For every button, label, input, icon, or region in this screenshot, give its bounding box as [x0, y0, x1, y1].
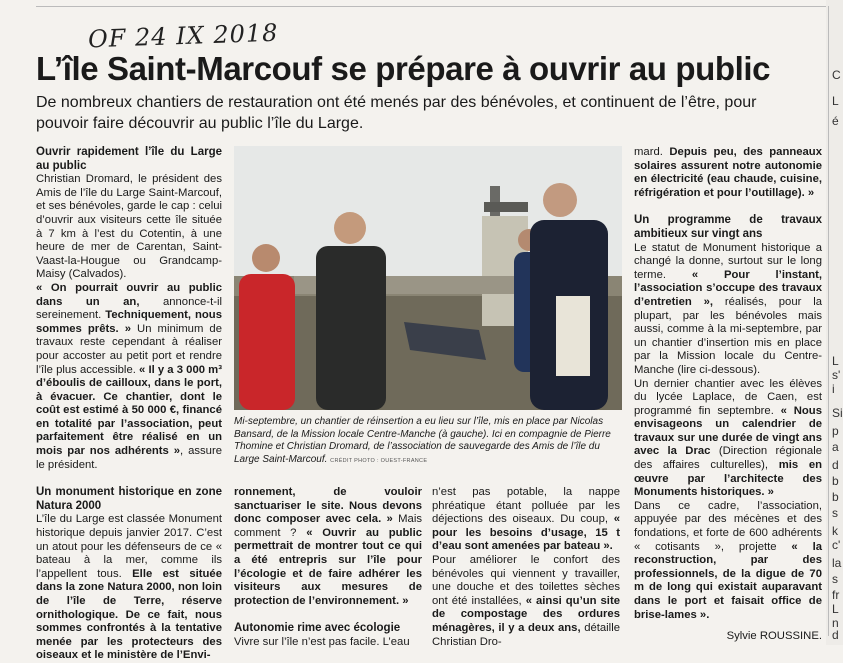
author-signature: Sylvie ROUSSINE.	[726, 630, 822, 643]
quote: Techniquement, nous sommes prêts. »	[36, 309, 222, 335]
edge-fragment: la	[832, 556, 842, 570]
text: (Direction régionale des affaires culturelles),	[634, 445, 823, 472]
quote: mis en œuvre par l’architecte des Monuments historiques. »	[634, 459, 822, 499]
quote: « pour les besoins d’usage, 15 t d’eau sont amenées par bateau ».	[432, 513, 620, 553]
article-photo	[234, 146, 622, 410]
text: Mais comment ?	[234, 513, 422, 539]
edge-fragment: L	[832, 602, 839, 616]
text: , assure le président.	[36, 445, 223, 471]
paragraph	[432, 486, 620, 554]
edge-fragment: d	[832, 628, 839, 642]
top-rule	[36, 6, 826, 7]
adjacent-article-edge	[826, 0, 843, 645]
subhead-programme: Un programme de travaux ambitieux sur vingt ans	[634, 214, 822, 240]
edge-fragment: L	[832, 354, 839, 368]
text: réalisés, pour la plupart, par les bénévoles mais aussi, comme à la mi-septembre, par un chantier d’insertion mis en place par la Mission locale du Centre-Manche (lire ci-dessous).	[634, 295, 822, 376]
paragraph	[432, 554, 620, 649]
caption-text: Mi-septembre, un chantier de réinsertion a eu lieu sur l’île, mis en place par Nicolas Bansard, de la Mission locale Centre-Manche (à gauche). Ici en compagnie de Pierre Thomine et Christian Dromard, de l’association de sauvegarde des Amis de l’île du Large Saint-Marcouf.	[234, 416, 611, 465]
edge-fragment: c'	[832, 538, 841, 552]
edge-fragment: fr	[832, 588, 840, 602]
text: Le statut de Monument historique a changé la donne, surtout sur le long terme.	[634, 241, 822, 281]
edge-fragment: b	[832, 474, 839, 488]
text: Un minimum de travaux reste cependant à réaliser pour accoster au petit port et rendre l’île plus accessible.	[36, 322, 222, 376]
edge-fragment: d	[832, 458, 839, 472]
quote: « Pour l’instant, l’association s’occupe des travaux d’entretien »,	[634, 268, 822, 308]
column-3	[432, 486, 620, 649]
quote: « Nous envisageons un calendrier de travaux sur une durée de vingt ans avec la Drac	[634, 404, 822, 458]
quote: « la reconstruction, par des professionnels, de la digue de 70 m de long qui existait auparavant dans le port et faisait office de brise-lames ».	[634, 540, 822, 621]
edge-fragment: é	[832, 114, 839, 128]
photo-credit: CRÉDIT PHOTO : OUEST-FRANCE	[330, 457, 428, 464]
paragraph	[634, 242, 822, 378]
text: annonce-t-il sereinement.	[36, 295, 222, 322]
column-1	[36, 146, 222, 663]
paragraph	[634, 378, 822, 500]
edge-fragment: s	[832, 506, 838, 520]
paragraph	[634, 500, 822, 622]
text: Un dernier chantier avec les élèves du lycée Laplace, de Caen, est programmé fin septembre.	[634, 377, 822, 417]
paragraph: Christian Dromard, le président des Amis de l’île du Large Saint-Marcouf, et ses bénévoles, garde le cap : celui d’ouvrir aux visiteurs cette île située à 7 km à l’est du Cotentin, à une heure de mer de Carentan, Saint-Vaast-la-Hougue ou Grandcamp-Maisy (Calvados).	[36, 173, 222, 281]
edge-fragment: s'	[832, 368, 841, 382]
text: mard.	[634, 146, 670, 158]
headline: L’île Saint-Marcouf se prépare à ouvrir au public	[36, 50, 771, 87]
edge-fragment: k	[832, 524, 838, 538]
column-rule	[828, 6, 829, 636]
column-4	[634, 146, 822, 644]
text: Pour améliorer le confort des bénévoles qui viennent y travailler, une douche et des toilettes sèches ont été installées,	[432, 553, 620, 607]
subhead-monument: Un monument historique en zone Natura 2000	[36, 486, 222, 512]
quote: « Ouvrir au public permettrait de montrer tout ce qui a été entrepris sur l’île pour l’écologie et de faire adhérer les visiteurs aux mesures de protection de l’environnement. »	[234, 526, 422, 607]
subhead-ouvrir: Ouvrir rapidement l’île du Large au public	[36, 146, 222, 172]
edge-fragment: b	[832, 490, 839, 504]
edge-fragment: s	[832, 572, 838, 586]
paragraph	[234, 486, 422, 608]
photo-caption	[234, 416, 622, 467]
edge-fragment: n	[832, 616, 839, 630]
quote: ronnement, de vouloir sanctuariser le site. Nous devons donc composer avec cela. »	[234, 486, 422, 526]
column-2	[234, 486, 422, 650]
quote: Depuis peu, des panneaux solaires assurent notre autonomie en électricité (eau chaude, cuisine, réfrigération et pour l’outillage). »	[634, 146, 822, 199]
deck: De nombreux chantiers de restauration ont été menés par des bénévoles, et continuent de l’être, pour pouvoir faire découvrir au public l’île du Large.	[36, 94, 757, 132]
text: détaille Christian Dro-	[432, 621, 620, 648]
edge-fragment: Si	[832, 406, 843, 420]
text: Dans ce cadre, l’association, appuyée par des mécènes et des fondations, et forte de 600 adhérents « cotisants », projette	[634, 499, 822, 553]
edge-fragment: C	[832, 68, 841, 82]
paragraph	[634, 146, 822, 200]
quote: « Il y a 3 000 m³ d’éboulis de cailloux, dans le port, à évacuer. Ce chantier, dont le coût est estimé à 50 000 €, financé en totalité par l’association, peut parfaitement être réalisé en un mois par nos adhérents »	[36, 363, 222, 458]
text: L’île du Large est classée Monument historique depuis janvier 2017. C’est un atout pour les défenseurs de ce « bateau à la mer, comme ils l’appellent tous.	[36, 513, 222, 580]
paragraph	[36, 513, 222, 663]
handwritten-date: OF 24 IX 2018	[87, 18, 279, 54]
text: n’est pas potable, la nappe phréatique étant polluée par les déjections des oiseaux. Du coup,	[432, 486, 620, 526]
edge-fragment: p	[832, 424, 839, 438]
edge-fragment: L	[832, 94, 839, 108]
edge-fragment: i	[832, 382, 835, 396]
photo-illustration	[234, 146, 622, 410]
quote: « On pourrait ouvrir au public dans un an,	[36, 281, 222, 308]
paragraph: Vivre sur l’île n’est pas facile. L’eau	[234, 635, 410, 648]
quote: Elle est située dans la zone Natura 2000, non loin de l’île de Terre, réserve ornithologique. De ce fait, nous sommes confrontés à la tentative menée par les protecteurs des oiseaux et le ministère de l’Envi-	[36, 567, 222, 662]
edge-fragment: a	[832, 440, 839, 454]
subhead-autonomie: Autonomie rime avec écologie	[234, 622, 401, 635]
quote: « ainsi qu’un site de compostage des ordures ménagères, il y a deux ans,	[432, 594, 620, 634]
paragraph	[36, 282, 222, 472]
